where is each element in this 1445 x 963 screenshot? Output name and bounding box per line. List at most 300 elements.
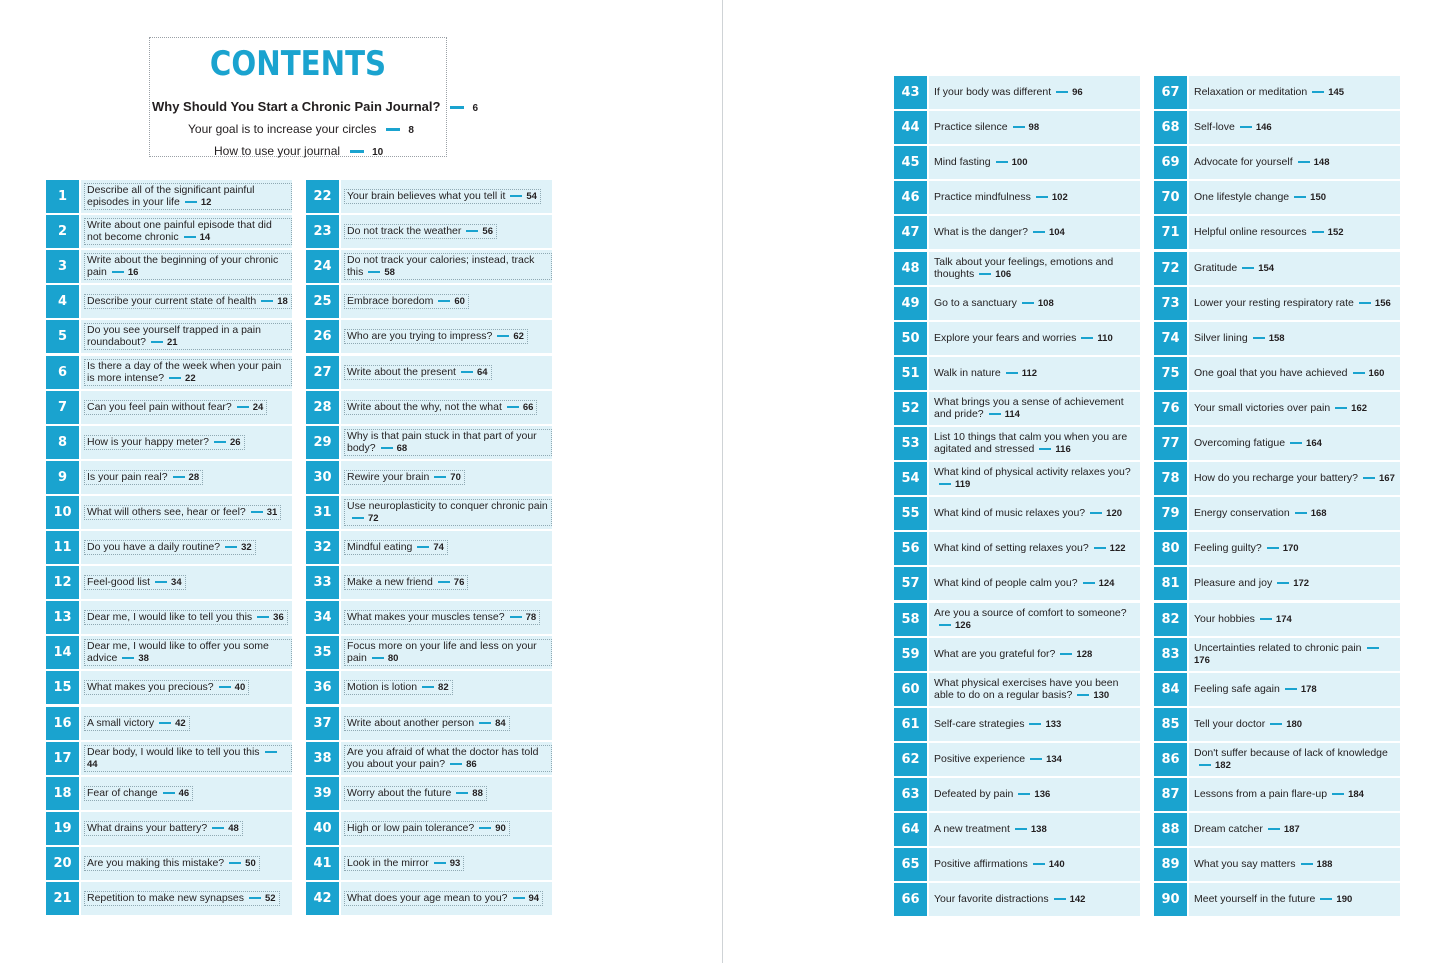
dash-icon: [219, 686, 231, 688]
entry-cell: [341, 707, 552, 740]
entry-title: Write about the beginning of your chronic pain: [87, 254, 279, 278]
chapter-number: 58: [894, 603, 927, 636]
dash-icon: [368, 271, 380, 273]
dash-icon: [1054, 898, 1066, 900]
toc-entry[interactable]: [306, 707, 552, 740]
entry-cell: [929, 252, 1140, 285]
toc-entry[interactable]: [1154, 427, 1400, 460]
toc-entry[interactable]: [894, 76, 1140, 109]
toc-entry[interactable]: [306, 356, 552, 389]
entry-title: Are you a source of comfort to someone?: [934, 607, 1127, 619]
entry-text: [1192, 718, 1305, 731]
intro-item[interactable]: [214, 144, 383, 158]
toc-entry[interactable]: [306, 882, 552, 915]
toc-entry[interactable]: [46, 215, 292, 248]
chapter-number: 30: [306, 461, 339, 494]
toc-entry[interactable]: [894, 813, 1140, 846]
toc-entry[interactable]: [1154, 392, 1400, 425]
dash-icon: [456, 792, 468, 794]
entry-title: Overcoming fatigue: [1194, 437, 1286, 449]
entry-page: 66: [522, 402, 534, 413]
entry-cell: [81, 531, 292, 564]
entry-title: Uncertainties related to chronic pain: [1194, 642, 1362, 654]
entry-title: Focus more on your life and less on your pain: [347, 640, 537, 664]
entry-page: 106: [995, 269, 1012, 280]
entry-cell: [929, 287, 1140, 320]
entry-title: What kind of music relaxes you?: [934, 507, 1086, 519]
chapter-number: 22: [306, 180, 339, 213]
toc-entry[interactable]: [46, 601, 292, 634]
chapter-number: 23: [306, 215, 339, 248]
entry-text: [344, 400, 537, 415]
dash-icon: [1077, 694, 1089, 696]
entry-text: [84, 821, 243, 836]
toc-entry[interactable]: [306, 531, 552, 564]
entry-text: [84, 639, 292, 666]
page-divider: [722, 0, 723, 963]
toc-entry[interactable]: [1154, 848, 1400, 881]
entry-page: 176: [1194, 655, 1210, 666]
entry-text: [84, 610, 288, 625]
chapter-number: 49: [894, 287, 927, 320]
entry-page: 154: [1258, 263, 1275, 274]
chapter-number: 8: [46, 426, 79, 459]
entry-cell: [341, 391, 552, 424]
toc-entry[interactable]: [894, 708, 1140, 741]
chapter-number: 34: [306, 601, 339, 634]
toc-entry[interactable]: [894, 743, 1140, 776]
entry-text: [1192, 613, 1295, 626]
entry-cell: [929, 848, 1140, 881]
chapter-number: 33: [306, 566, 339, 599]
dash-icon: [1267, 547, 1279, 549]
entry-cell: [929, 567, 1140, 600]
entry-title: Mind fasting: [934, 156, 991, 168]
toc-entry[interactable]: [894, 532, 1140, 565]
chapter-number: 11: [46, 531, 79, 564]
toc-entry[interactable]: [46, 566, 292, 599]
toc-entry[interactable]: [894, 357, 1140, 390]
toc-entry[interactable]: [46, 742, 292, 775]
toc-entry[interactable]: [1154, 883, 1400, 916]
entry-page: 18: [277, 296, 288, 307]
dash-icon: [265, 751, 277, 753]
toc-entry[interactable]: [894, 778, 1140, 811]
chapter-number: 1: [46, 180, 79, 213]
toc-entry[interactable]: [46, 426, 292, 459]
toc-entry[interactable]: [306, 742, 552, 775]
toc-entry[interactable]: [46, 777, 292, 810]
toc-entry[interactable]: [894, 322, 1140, 355]
entry-title: Do not track the weather: [347, 225, 462, 237]
dash-icon: [939, 483, 951, 485]
entry-page: 130: [1093, 690, 1110, 701]
entry-cell: [929, 357, 1140, 390]
chapter-number: 44: [894, 111, 927, 144]
dash-icon: [122, 657, 134, 659]
chapter-number: 57: [894, 567, 927, 600]
chapter-number: 73: [1154, 287, 1187, 320]
toc-entry[interactable]: [306, 601, 552, 634]
toc-entry[interactable]: [1154, 532, 1400, 565]
chapter-number: 75: [1154, 357, 1187, 390]
toc-entry[interactable]: [894, 462, 1140, 495]
dash-icon: [261, 300, 273, 302]
chapter-number: 37: [306, 707, 339, 740]
entry-text: [344, 540, 448, 555]
chapter-number: 4: [46, 285, 79, 318]
toc-entry[interactable]: [1154, 462, 1400, 495]
toc-entry[interactable]: [46, 847, 292, 880]
entry-cell: [929, 111, 1140, 144]
toc-entry[interactable]: [1154, 638, 1400, 671]
entry-page: 170: [1282, 543, 1299, 554]
entry-title: Rewire your brain: [347, 471, 430, 483]
toc-entry[interactable]: [1154, 146, 1400, 179]
entry-page: 124: [1098, 578, 1115, 589]
entry-page: 74: [433, 542, 444, 553]
dash-icon: [350, 150, 364, 153]
toc-entry[interactable]: [1154, 673, 1400, 706]
toc-entry[interactable]: [306, 671, 552, 704]
chapter-number: 15: [46, 671, 79, 704]
dash-icon: [1029, 723, 1041, 725]
entry-title: Write about the why, not the what: [347, 401, 502, 413]
entry-title: What physical exercises have you been able to do on a regular basis?: [934, 677, 1119, 701]
chapter-number: 85: [1154, 708, 1187, 741]
chapter-number: 65: [894, 848, 927, 881]
toc-entry[interactable]: [46, 356, 292, 389]
entry-text: [932, 191, 1071, 204]
entry-page: 174: [1275, 614, 1292, 625]
chapter-number: 72: [1154, 252, 1187, 285]
toc-entry[interactable]: [306, 180, 552, 213]
toc-entry[interactable]: [894, 252, 1140, 285]
toc-entry[interactable]: [306, 426, 552, 459]
entry-text: [932, 858, 1068, 871]
toc-entry[interactable]: [46, 812, 292, 845]
toc-entry[interactable]: [306, 847, 552, 880]
entry-cell: [341, 215, 552, 248]
entry-title: Use neuroplasticity to conquer chronic pain: [347, 500, 548, 512]
chapter-number: 67: [1154, 76, 1187, 109]
toc-entry[interactable]: [1154, 603, 1400, 636]
toc-entry[interactable]: [894, 603, 1140, 636]
chapter-number: 19: [46, 812, 79, 845]
toc-entry[interactable]: [1154, 181, 1400, 214]
toc-entry[interactable]: [1154, 216, 1400, 249]
toc-entry[interactable]: [46, 882, 292, 915]
entry-cell: [1189, 673, 1400, 706]
entry-cell: [81, 461, 292, 494]
toc-entry[interactable]: [46, 671, 292, 704]
entry-text: [932, 256, 1140, 281]
entry-cell: [81, 426, 292, 459]
dash-icon: [1094, 547, 1106, 549]
chapter-number: 82: [1154, 603, 1187, 636]
toc-entry[interactable]: [46, 636, 292, 669]
entry-title: Self-love: [1194, 121, 1235, 133]
chapter-number: 43: [894, 76, 927, 109]
entry-text: [84, 253, 292, 280]
dash-icon: [184, 236, 196, 238]
entry-text: [344, 470, 465, 485]
dash-icon: [1036, 196, 1048, 198]
entry-page: 187: [1283, 824, 1300, 835]
intro-item-label: Your goal is to increase your circles: [188, 122, 377, 136]
entry-text: [932, 823, 1050, 836]
dash-icon: [1033, 231, 1045, 233]
entry-cell: [1189, 322, 1400, 355]
toc-entry[interactable]: [306, 496, 552, 529]
entry-title: Write about the present: [347, 366, 456, 378]
toc-entry[interactable]: [1154, 813, 1400, 846]
toc-entry[interactable]: [46, 391, 292, 424]
dash-icon: [510, 616, 522, 618]
toc-entry[interactable]: [306, 777, 552, 810]
entry-title: Defeated by pain: [934, 788, 1014, 800]
dash-icon: [1335, 407, 1347, 409]
entry-text: [1192, 577, 1312, 590]
entry-page: 34: [171, 577, 182, 588]
toc-entry[interactable]: [1154, 778, 1400, 811]
entry-title: Feeling safe again: [1194, 683, 1280, 695]
entry-cell: [81, 356, 292, 389]
toc-entry[interactable]: [306, 812, 552, 845]
entry-cell: [341, 461, 552, 494]
chapter-number: 36: [306, 671, 339, 704]
entry-text: [932, 677, 1140, 702]
toc-entry[interactable]: [306, 461, 552, 494]
dash-icon: [466, 230, 478, 232]
entry-title: Energy conservation: [1194, 507, 1290, 519]
toc-entry[interactable]: [46, 250, 292, 283]
chapter-number: 62: [894, 743, 927, 776]
entry-cell: [1189, 603, 1400, 636]
entry-cell: [929, 392, 1140, 425]
entry-cell: [1189, 743, 1400, 776]
chapter-number: 39: [306, 777, 339, 810]
entry-title: Worry about the future: [347, 787, 452, 799]
entry-page: 82: [438, 682, 449, 693]
entry-cell: [341, 882, 552, 915]
entry-text: [1192, 683, 1320, 696]
entry-page: 122: [1109, 543, 1126, 554]
intro-item[interactable]: [152, 99, 478, 114]
entry-text: [344, 745, 552, 772]
toc-entry[interactable]: [46, 531, 292, 564]
toc-entry[interactable]: [1154, 322, 1400, 355]
toc-entry[interactable]: [894, 638, 1140, 671]
entry-title: Advocate for yourself: [1194, 156, 1293, 168]
chapter-number: 3: [46, 250, 79, 283]
entry-title: Repetition to make new synapses: [87, 892, 245, 904]
entry-text: [344, 189, 541, 204]
entry-cell: [341, 180, 552, 213]
contents-title: CONTENTS: [209, 44, 387, 84]
entry-text: [344, 891, 543, 906]
dash-icon: [1363, 477, 1375, 479]
entry-title: What kind of physical activity relaxes you?: [934, 466, 1131, 478]
toc-entry[interactable]: [894, 181, 1140, 214]
entry-page: 160: [1368, 368, 1385, 379]
toc-entry[interactable]: [306, 636, 552, 669]
toc-entry[interactable]: [894, 567, 1140, 600]
entry-page: 86: [466, 759, 477, 770]
entry-page: 116: [1055, 444, 1071, 455]
entry-page: 102: [1051, 192, 1068, 203]
entry-cell: [341, 847, 552, 880]
intro-item[interactable]: [188, 122, 414, 136]
entry-cell: [81, 812, 292, 845]
toc-entry[interactable]: [1154, 111, 1400, 144]
entry-page: 98: [1028, 122, 1040, 133]
entry-text: [932, 753, 1065, 766]
toc-entry[interactable]: [46, 707, 292, 740]
dash-icon: [1015, 828, 1027, 830]
entry-text: [932, 542, 1129, 555]
toc-entry[interactable]: [1154, 743, 1400, 776]
entry-title: Talk about your feelings, emotions and thoughts: [934, 256, 1114, 280]
entry-text: [344, 224, 497, 239]
entry-page: 120: [1106, 508, 1123, 519]
entry-title: Mindful eating: [347, 541, 413, 553]
dash-icon: [1199, 764, 1211, 766]
entry-page: 31: [266, 507, 278, 518]
toc-entry[interactable]: [1154, 497, 1400, 530]
toc-entry[interactable]: [306, 250, 552, 283]
entry-page: 140: [1048, 859, 1065, 870]
toc-entry[interactable]: [306, 320, 552, 353]
chapter-number: 76: [1154, 392, 1187, 425]
toc-entry[interactable]: [46, 461, 292, 494]
dash-icon: [1290, 442, 1302, 444]
toc-entry[interactable]: [1154, 567, 1400, 600]
toc-entry[interactable]: [306, 285, 552, 318]
entry-title: Walk in nature: [934, 367, 1001, 379]
toc-entry[interactable]: [306, 215, 552, 248]
dash-icon: [249, 897, 261, 899]
toc-entry[interactable]: [46, 320, 292, 353]
toc-entry[interactable]: [306, 391, 552, 424]
entry-cell: [1189, 392, 1400, 425]
toc-entry[interactable]: [894, 392, 1140, 425]
dash-icon: [1030, 758, 1042, 760]
chapter-number: 68: [1154, 111, 1187, 144]
entry-page: 150: [1310, 192, 1327, 203]
entry-text: [344, 253, 552, 280]
toc-entry[interactable]: [1154, 708, 1400, 741]
dash-icon: [1359, 302, 1371, 304]
toc-entry[interactable]: [894, 216, 1140, 249]
chapter-number: 17: [46, 742, 79, 775]
entry-page: 54: [526, 191, 537, 202]
toc-entry[interactable]: [894, 287, 1140, 320]
toc-entry[interactable]: [1154, 287, 1400, 320]
chapter-number: 54: [894, 462, 927, 495]
dash-icon: [417, 546, 429, 548]
entry-title: Feel-good list: [87, 576, 151, 588]
entry-title: A new treatment: [934, 823, 1010, 835]
toc-entry[interactable]: [1154, 252, 1400, 285]
toc-entry[interactable]: [894, 883, 1140, 916]
toc-entry[interactable]: [1154, 76, 1400, 109]
chapter-number: 53: [894, 427, 927, 460]
entry-text: [1192, 332, 1288, 345]
toc-entry[interactable]: [894, 497, 1140, 530]
entry-page: 84: [495, 718, 506, 729]
chapter-number: 7: [46, 391, 79, 424]
toc-entry[interactable]: [46, 496, 292, 529]
entry-page: 38: [138, 653, 149, 664]
chapter-number: 13: [46, 601, 79, 634]
entry-page: 44: [87, 759, 98, 770]
entry-text: [84, 294, 292, 309]
entry-title: If your body was different: [934, 86, 1052, 98]
dash-icon: [159, 722, 171, 724]
toc-entry[interactable]: [1154, 357, 1400, 390]
entry-text: [932, 86, 1086, 99]
toc-entry[interactable]: [894, 111, 1140, 144]
entry-title: Embrace boredom: [347, 295, 434, 307]
dash-icon: [1270, 723, 1282, 725]
entry-page: 100: [1011, 157, 1028, 168]
chapter-number: 52: [894, 392, 927, 425]
entry-title: Meet yourself in the future: [1194, 893, 1316, 905]
entry-title: Your hobbies: [1194, 613, 1255, 625]
toc-entry[interactable]: [894, 146, 1140, 179]
entry-text: [932, 156, 1030, 169]
dash-icon: [1312, 91, 1324, 93]
toc-entry[interactable]: [306, 566, 552, 599]
chapter-number: 27: [306, 356, 339, 389]
dash-icon: [251, 511, 263, 513]
entry-text: [84, 400, 267, 415]
entry-title: What makes you precious?: [87, 681, 214, 693]
entry-text: [932, 226, 1068, 239]
entry-cell: [929, 532, 1140, 565]
dash-icon: [513, 897, 525, 899]
entry-cell: [341, 636, 552, 669]
entry-page: 126: [955, 620, 971, 631]
entry-cell: [1189, 567, 1400, 600]
dash-icon: [996, 161, 1008, 163]
entry-cell: [341, 496, 552, 529]
chapter-number: 6: [46, 356, 79, 389]
toc-entry[interactable]: [894, 673, 1140, 706]
entry-page: 152: [1327, 227, 1344, 238]
toc-entry[interactable]: [46, 180, 292, 213]
entry-text: [1192, 642, 1400, 667]
dash-icon: [1298, 161, 1310, 163]
dash-icon: [257, 616, 269, 618]
entry-cell: [929, 427, 1140, 460]
entry-page: 80: [387, 653, 399, 664]
chapter-number: 16: [46, 707, 79, 740]
toc-entry[interactable]: [894, 427, 1140, 460]
entry-text: [1192, 542, 1302, 555]
entry-text: [84, 575, 186, 590]
entry-page: 12: [200, 197, 212, 208]
dash-icon: [939, 624, 951, 626]
entry-cell: [81, 601, 292, 634]
entry-title: Lessons from a pain flare-up: [1194, 788, 1328, 800]
toc-entry[interactable]: [894, 848, 1140, 881]
dash-icon: [1253, 337, 1265, 339]
toc-entry[interactable]: [46, 285, 292, 318]
entry-text: [1192, 747, 1400, 772]
dash-icon: [479, 827, 491, 829]
